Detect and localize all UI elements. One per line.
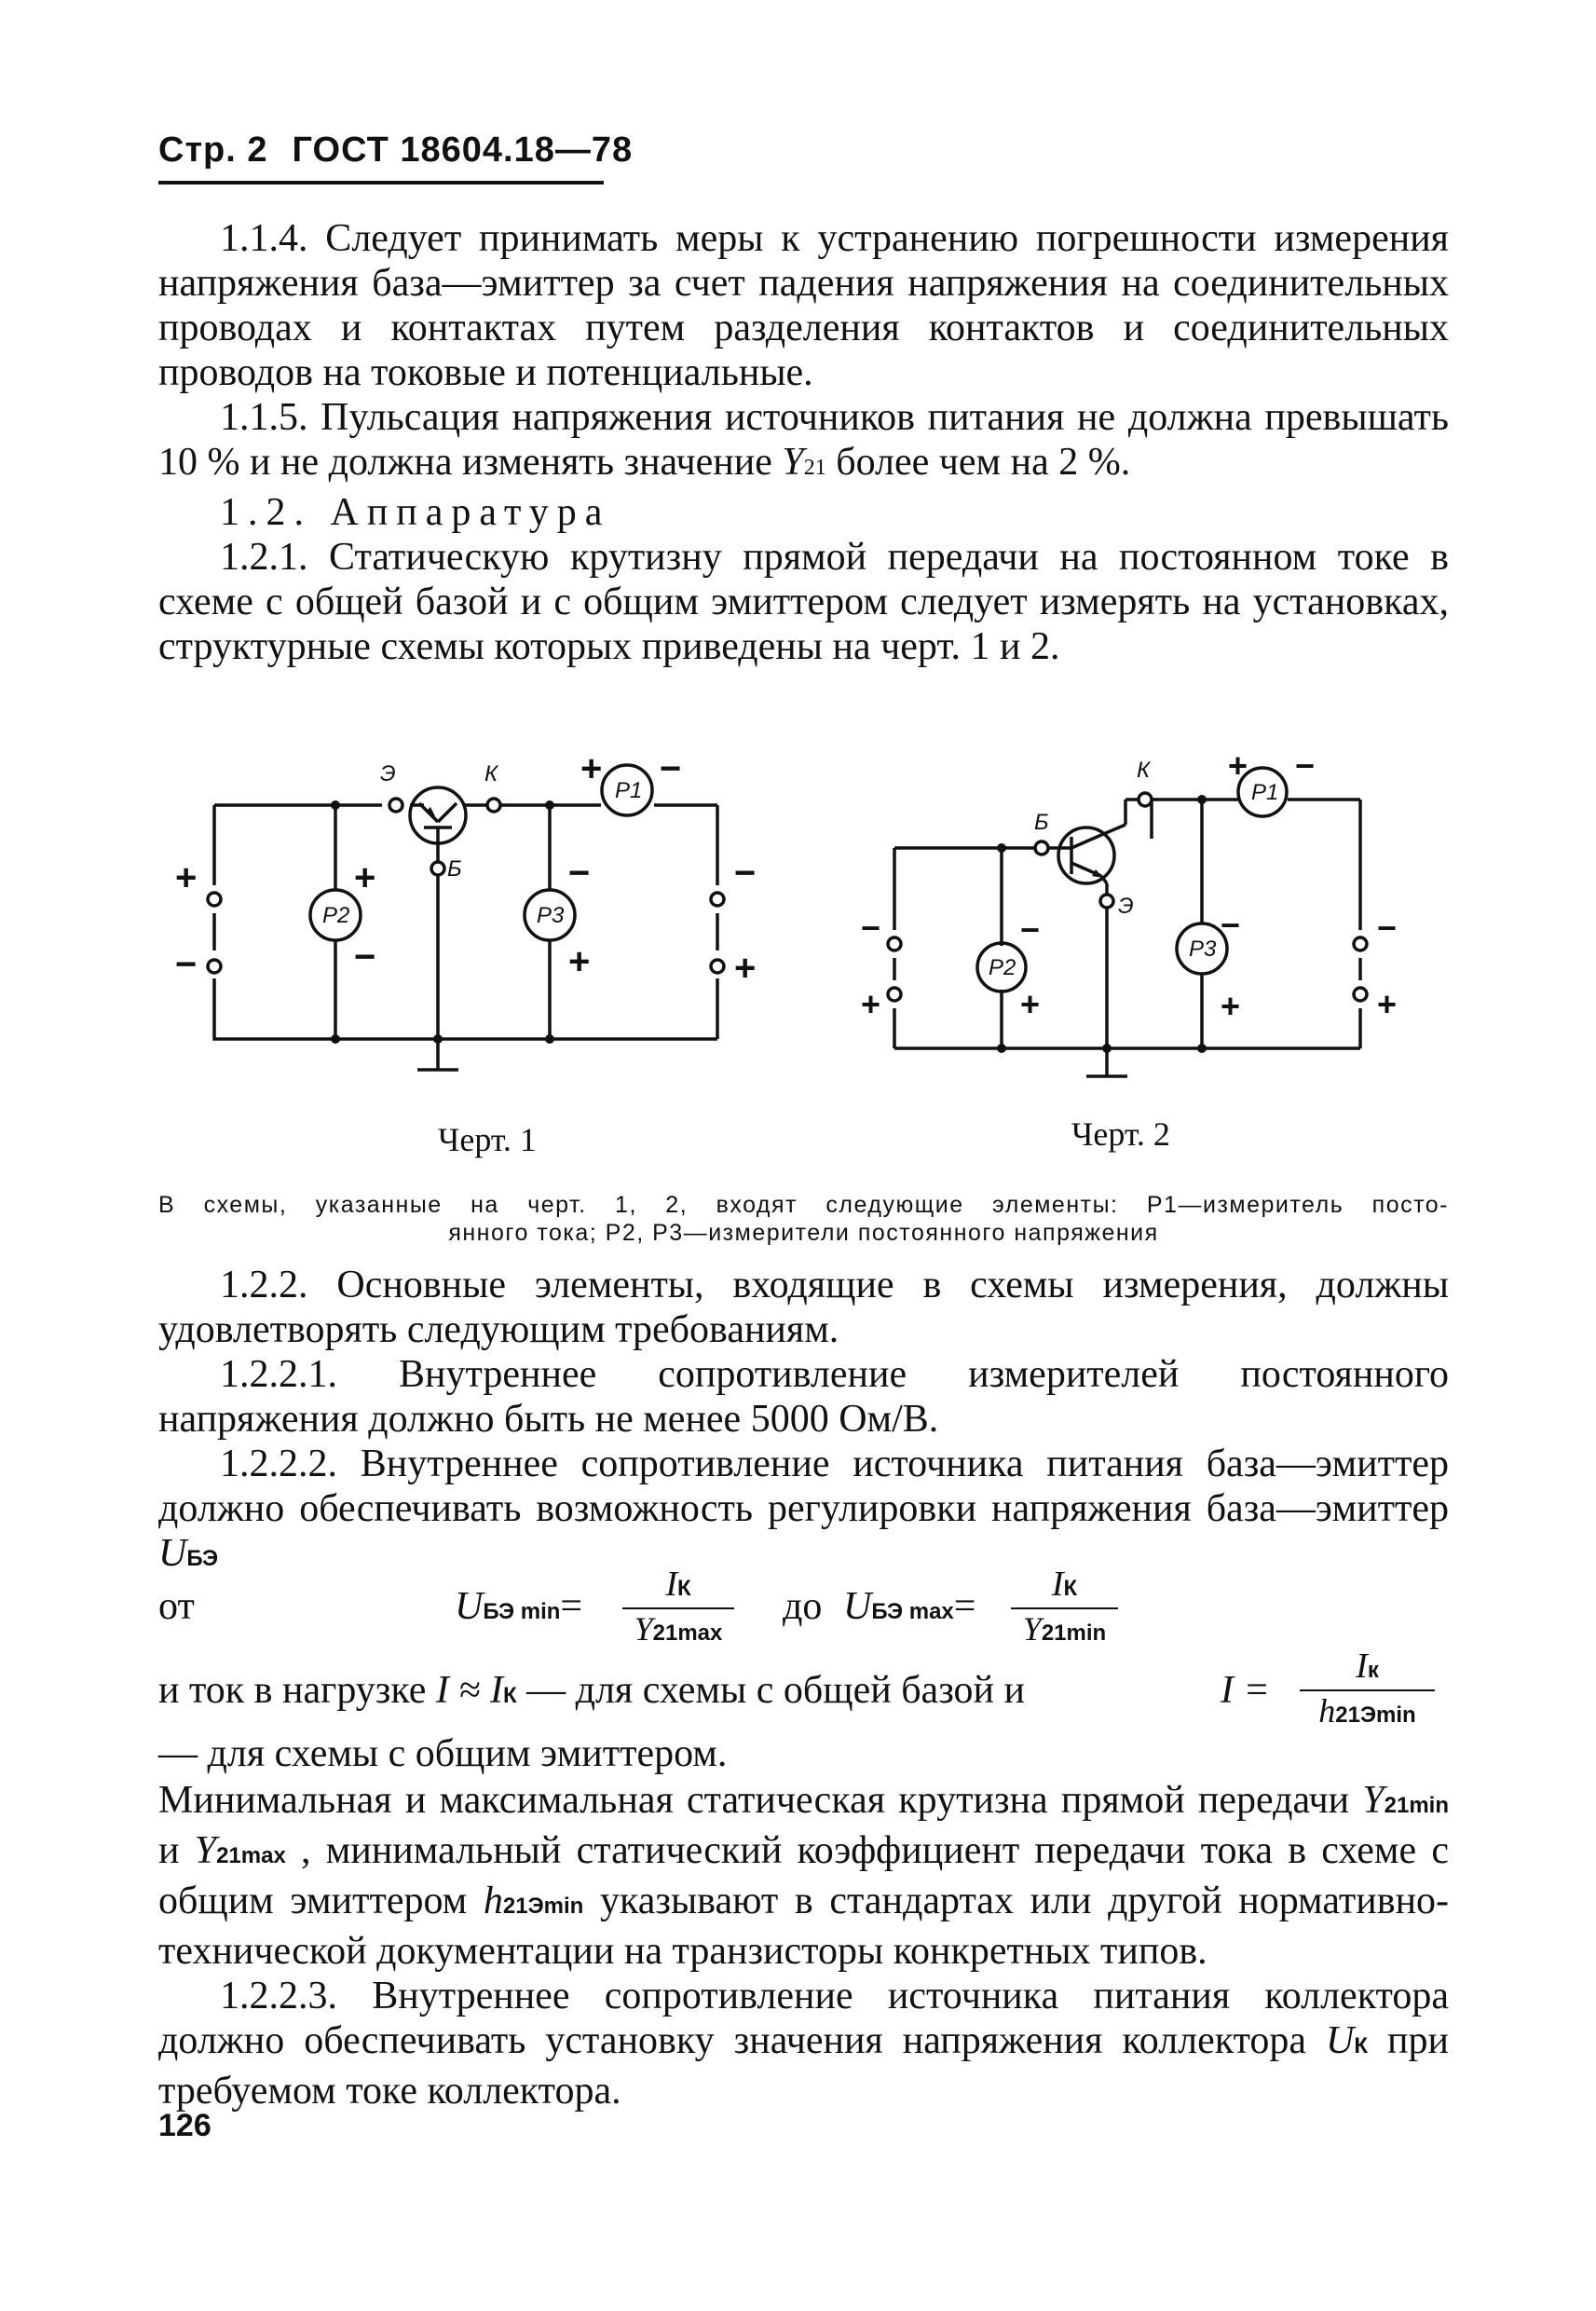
svg-text:−: − xyxy=(1020,910,1041,949)
page-label: Стр. 2 xyxy=(158,130,268,170)
fig1-label-p1: P1 xyxy=(615,778,643,803)
paragraph-1-1-5: 1.1.5. Пульсация напряжения источников питания не должна превышать 10 % и не должна изменять значение Y21 более чем на 2 %. xyxy=(158,396,1449,484)
svg-text:+: + xyxy=(175,857,198,898)
paragraph-1-2-2-2: 1.2.2.2. Внутреннее сопротивление источника питания база—эмиттер должно обеспечивать возможность регулировки напряжения база—эмиттер UБЭ xyxy=(158,1443,1449,1575)
svg-text:−: − xyxy=(734,853,757,894)
paragraph-1-2-2: 1.2.2. Основные элементы, входящие в схемы измерения, должны удовлетворять следующим требованиям. xyxy=(158,1264,1449,1351)
svg-text:+: + xyxy=(734,948,757,989)
paragraph-1-2-2-3: 1.2.2.3. Внутреннее сопротивление источника питания коллектора должно обеспечивать установку значения напряжения коллектора UК при требуемом токе коллектора. xyxy=(158,1975,1449,2113)
text-block-bottom xyxy=(158,1778,1449,2113)
page-number: 126 xyxy=(158,2108,211,2143)
svg-text:+: + xyxy=(568,941,591,982)
fig2-label-emitter: Э xyxy=(1118,894,1134,919)
paragraph-1-2-1: 1.2.1. Статическую крутизну прямой передачи на постоянном токе в схеме с общей базой и с общим эмиттером следует измерять на установках, структурные схемы которых приведены на черт. 1 и 2. xyxy=(158,536,1449,668)
fig2-label-collector: К xyxy=(1137,758,1151,783)
section-1-2-heading: 1.2. Аппаратура xyxy=(220,491,611,534)
svg-text:−: − xyxy=(861,909,881,947)
svg-text:+: + xyxy=(1221,987,1241,1025)
text-block-middle xyxy=(158,1263,1449,1581)
y21-symbol: Y xyxy=(782,441,804,484)
svg-text:+: + xyxy=(1020,985,1041,1023)
svg-text:+: + xyxy=(1228,746,1248,785)
svg-text:−: − xyxy=(660,748,682,789)
svg-text:+: + xyxy=(354,857,376,898)
figure-1-caption: Черт. 1 xyxy=(438,1121,537,1158)
fig2-label-base: Б xyxy=(1034,810,1049,835)
svg-text:−: − xyxy=(1377,909,1398,947)
svg-text:+: + xyxy=(1377,985,1398,1023)
standard-id: ГОСТ 18604.18—78 xyxy=(292,130,634,170)
svg-text:−: − xyxy=(1221,906,1241,944)
text-block-top xyxy=(158,216,1449,669)
document-page: Стр. 2 ГОСТ 18604.18—78 1.1.4. Следует принимать меры к устранению погрешности измерения напряжения база—эмиттер за счет падения напряжения на соединительных проводах и контактах путем разделения контактов и соединительных проводов на токовые и потенциальные. 1.1.5. Пульсация напряжения источников питания не должна превышать 10 % и не должна изменять значение Y21 более чем на 2 %. 1.2. Аппаратура 1.2.1. Статическую крутизну прямой передачи на постоянном токе в схеме с общей базой и с общим эмиттером следует измерять на установках, структурные схемы которых приведены на черт. 1 и 2. Э К Б P1 P2 P3 + − + − + − − + − + К Б Э P1 P2 P3 + − − + − + − + − + Черт. 1 Черт. 2 В схемы, указанные на черт. 1, 2, входят следующие элементы: P1—измеритель посто- янного тока; P2, P3—измерители постоянного напряжения 1.2.2. Основные элементы, входящие в схемы измерения, должны удовлетворять следующим требованиям. 1.2.2.1. Внутреннее сопротивление измерителей постоянного напряжения должно быть не менее 5000 Ом/В. 1.2.2.2. Внутреннее сопротивление источника питания база—эмиттер должно обеспечивать возможность регулировки напряжения база—эмиттер UБЭ от UБЭ min= IК Y21max до UБЭ max= IК Y21min и ток в нагрузке I ≈ IК — для схемы с общей базой и I = Iк h21Эmin — для схемы с общим эмиттером. Минимальная и максимальная статическая крутизна прямой передачи Y21min и Y21max , минимальный статический коэффициент передачи тока в схеме с общим эмиттером h21Эmin указывают в стандартах или другой нормативно-технической документации на транзисторы конкретных типов. 1.2.2.3. Внутреннее сопротивление источника питания коллектора должно обеспечивать установку значения напряжения коллектора UК при требуемом токе коллектора. 126 xyxy=(158,130,1450,2143)
figure-2-circuit xyxy=(861,745,1444,1100)
fig1-label-emitter: Э xyxy=(380,761,396,786)
figure-2-caption: Черт. 2 xyxy=(1071,1115,1170,1153)
paragraph-1-2-2-1: 1.2.2.1. Внутреннее сопротивление измерителей постоянного напряжения должно быть не менее 5000 Ом/В. xyxy=(158,1353,1449,1441)
svg-text:−: − xyxy=(1295,746,1316,785)
fig1-label-p2: P2 xyxy=(322,903,350,928)
fig2-label-p3: P3 xyxy=(1189,937,1217,962)
fig1-label-collector: К xyxy=(484,761,498,786)
fig2-label-p2: P2 xyxy=(989,955,1016,980)
figure-note: В схемы, указанные на черт. 1, 2, входят следующие элементы: P1—измеритель посто- янного тока; P2, P3—измерители постоянного напряжения xyxy=(158,1192,1449,1246)
svg-text:+: + xyxy=(580,748,603,789)
svg-text:+: + xyxy=(861,985,881,1023)
fig2-label-p1: P1 xyxy=(1251,780,1279,805)
header-rule xyxy=(158,181,604,185)
svg-text:−: − xyxy=(354,937,376,978)
figure-1-circuit xyxy=(158,745,773,1100)
svg-text:−: − xyxy=(175,944,198,985)
fig1-label-p3: P3 xyxy=(537,903,565,928)
page-header xyxy=(158,130,633,171)
paragraph-min-max: Минимальная и максимальная статическая крутизна прямой передачи Y21min и Y21max , минимальный статический коэффициент передачи тока в схеме с общим эмиттером h21Эmin указывают в стандартах или другой нормативно-технической документации на транзисторы конкретных типов. xyxy=(158,1779,1450,1973)
paragraph-1-1-4: 1.1.4. Следует принимать меры к устранению погрешности измерения напряжения база—эмиттер за счет падения напряжения на соединительных проводах и контактах путем разделения контактов и соединительных проводов на токовые и потенциальные. xyxy=(158,217,1449,394)
fig1-label-base: Б xyxy=(447,856,462,882)
svg-text:−: − xyxy=(568,853,591,894)
